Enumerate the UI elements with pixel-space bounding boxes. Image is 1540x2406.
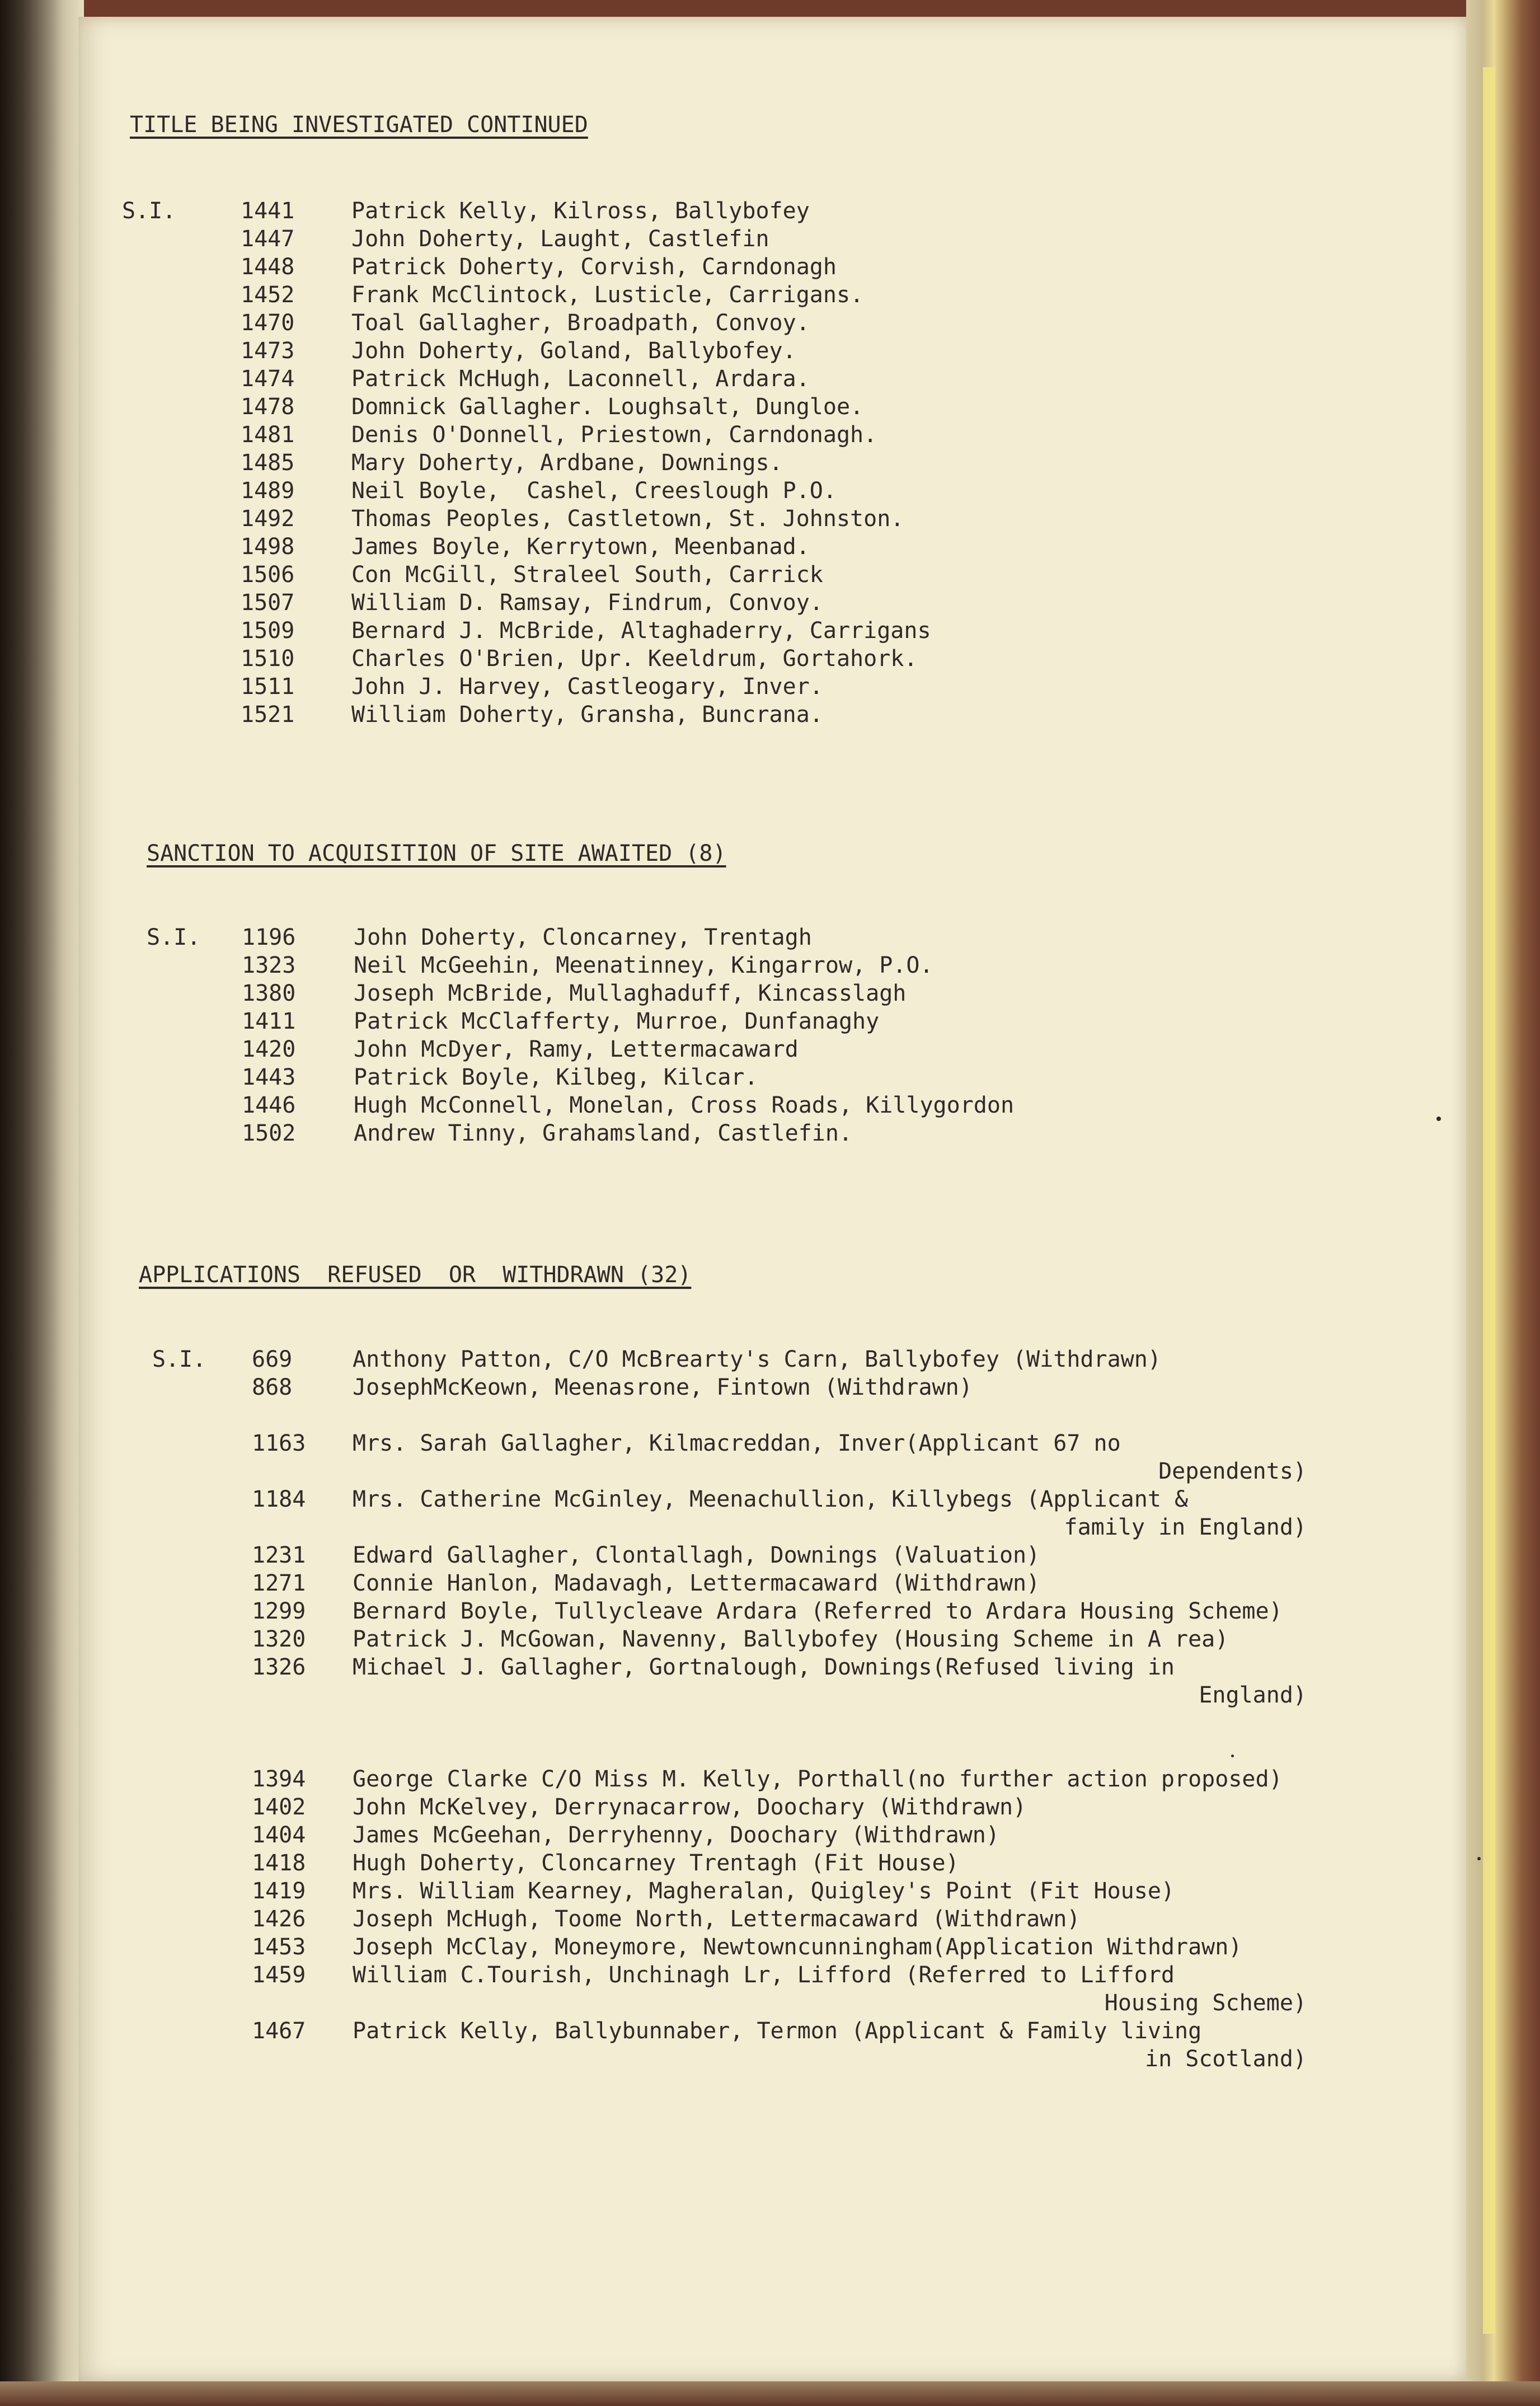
section-heading-sanction-awaited: SANCTION TO ACQUISITION OF SITE AWAITED (8): [147, 841, 726, 866]
si-number: 1498: [241, 534, 295, 560]
si-number: 1420: [242, 1036, 296, 1062]
applicant-entry: Joseph McHugh, Toome North, Lettermacaward (Withdrawn): [353, 1906, 1081, 1932]
applicant-entry: Bernard Boyle, Tullycleave Ardara (Referred to Ardara Housing Scheme): [353, 1598, 1283, 1624]
si-number: 1521: [241, 702, 295, 728]
applicant-entry: Hugh McConnell, Monelan, Cross Roads, Killygordon: [354, 1092, 1015, 1118]
si-number: 1509: [241, 618, 295, 644]
page-edges-bottom: [0, 2381, 1540, 2406]
si-number: 1411: [242, 1009, 296, 1034]
applicant-entry: John Doherty, Goland, Ballybofey.: [351, 338, 796, 364]
page-edges-right: [1466, 0, 1540, 2406]
si-number: 1511: [241, 674, 295, 700]
applicant-entry: John Doherty, Cloncarney, Trentagh: [354, 925, 812, 950]
applicant-entry: William Doherty, Gransha, Buncrana.: [351, 702, 823, 728]
si-number: 1446: [242, 1092, 296, 1118]
applicant-entry: Domnick Gallagher. Loughsalt, Dungloe.: [351, 394, 864, 420]
applicant-entry: Neil McGeehin, Meenatinney, Kingarrow, P.O.: [354, 953, 933, 978]
applicant-entry: Patrick Kelly, Kilross, Ballybofey: [351, 198, 810, 224]
applicant-entry: George Clarke C/O Miss M. Kelly, Porthall(no further action proposed): [353, 1766, 1283, 1792]
si-number: 1404: [252, 1822, 306, 1848]
si-number: 1299: [252, 1598, 306, 1624]
si-number: 1323: [242, 953, 296, 978]
ink-speck: [1231, 1755, 1234, 1757]
si-number: 1510: [241, 646, 295, 672]
left-page-shadow: [0, 0, 84, 2406]
entry-continuation: in Scotland): [1145, 2046, 1307, 2072]
applicant-entry: Patrick McHugh, Laconnell, Ardara.: [351, 366, 810, 392]
section-heading-refused-withdrawn: APPLICATIONS REFUSED OR WITHDRAWN (32): [139, 1262, 692, 1288]
yellow-page-tab: [1483, 67, 1495, 2334]
applicant-entry: Patrick Kelly, Ballybunnaber, Termon (Applicant & Family living: [353, 2018, 1202, 2044]
si-number: 1441: [241, 198, 295, 224]
si-label: S.I.: [152, 1347, 206, 1372]
entry-continuation: England): [1199, 1682, 1307, 1708]
si-number: 1380: [242, 981, 296, 1006]
si-number: 669: [252, 1347, 293, 1372]
applicant-entry: James Boyle, Kerrytown, Meenbanad.: [351, 534, 810, 560]
si-number: 1492: [241, 506, 295, 532]
applicant-entry: Denis O'Donnell, Priestown, Carndonagh.: [351, 422, 877, 448]
applicant-entry: Connie Hanlon, Madavagh, Lettermacaward (Withdrawn): [353, 1570, 1040, 1596]
applicant-entry: John J. Harvey, Castleogary, Inver.: [351, 674, 823, 700]
si-number: 1489: [241, 478, 295, 504]
si-number: 1419: [252, 1878, 306, 1904]
si-number: 1453: [252, 1934, 306, 1960]
si-number: 1271: [252, 1570, 306, 1596]
si-number: 1231: [252, 1542, 306, 1568]
applicant-entry: Joseph McClay, Moneymore, Newtowncunningham(Application Withdrawn): [353, 1934, 1242, 1960]
si-number: 1452: [241, 282, 295, 308]
applicant-entry: Mary Doherty, Ardbane, Downings.: [351, 450, 783, 476]
si-number: 1184: [252, 1486, 306, 1512]
applicant-entry: Hugh Doherty, Cloncarney Trentagh (Fit House): [353, 1850, 959, 1876]
applicant-entry: Frank McClintock, Lusticle, Carrigans.: [351, 282, 864, 308]
si-number: 1163: [252, 1431, 306, 1456]
si-number: 1467: [252, 2018, 306, 2044]
applicant-entry: Toal Gallagher, Broadpath, Convoy.: [351, 310, 810, 336]
applicant-entry: James McGeehan, Derryhenny, Doochary (Withdrawn): [353, 1822, 999, 1848]
applicant-entry: Mrs. Sarah Gallagher, Kilmacreddan, Inver(Applicant 67 no: [353, 1431, 1121, 1456]
applicant-entry: Charles O'Brien, Upr. Keeldrum, Gortahork.: [351, 646, 918, 672]
applicant-entry: Patrick Boyle, Kilbeg, Kilcar.: [354, 1064, 758, 1090]
si-number: 1470: [241, 310, 295, 336]
si-number: 1402: [252, 1794, 306, 1820]
si-label: S.I.: [122, 198, 176, 224]
si-number: 1473: [241, 338, 295, 364]
si-number: 1326: [252, 1654, 306, 1680]
si-number: 1448: [241, 254, 295, 280]
si-number: 1485: [241, 450, 295, 476]
si-number: 1506: [241, 562, 295, 588]
si-label: S.I.: [147, 925, 201, 950]
si-number: 1418: [252, 1850, 306, 1876]
si-number: 1478: [241, 394, 295, 420]
applicant-entry: John Doherty, Laught, Castlefin: [351, 226, 769, 252]
applicant-entry: John McKelvey, Derrynacarrow, Doochary (Withdrawn): [353, 1794, 1027, 1820]
applicant-entry: Joseph McBride, Mullaghaduff, Kincasslagh: [354, 981, 907, 1006]
applicant-entry: Patrick J. McGowan, Navenny, Ballybofey (Housing Scheme in A rea): [353, 1626, 1229, 1652]
si-number: 1507: [241, 590, 295, 616]
si-number: 1447: [241, 226, 295, 252]
applicant-entry: Thomas Peoples, Castletown, St. Johnston.: [351, 506, 904, 532]
applicant-entry: Neil Boyle, Cashel, Creeslough P.O.: [351, 478, 837, 504]
si-number: 1459: [252, 1962, 306, 1988]
entry-continuation: family in England): [1064, 1514, 1307, 1540]
entry-continuation: Dependents): [1158, 1458, 1307, 1484]
si-number: 1394: [252, 1766, 306, 1792]
applicant-entry: Con McGill, Straleel South, Carrick: [351, 562, 823, 588]
si-number: 1196: [242, 925, 296, 950]
applicant-entry: John McDyer, Ramy, Lettermacaward: [354, 1036, 799, 1062]
applicant-entry: Bernard J. McBride, Altaghaderry, Carrigans: [351, 618, 931, 644]
applicant-entry: Mrs. William Kearney, Magheralan, Quigley's Point (Fit House): [353, 1878, 1175, 1904]
section-heading-title-investigated: TITLE BEING INVESTIGATED CONTINUED: [130, 112, 588, 138]
applicant-entry: William C.Tourish, Unchinagh Lr, Lifford (Referred to Lifford: [353, 1962, 1175, 1988]
applicant-entry: Michael J. Gallagher, Gortnalough, Downings(Refused living in: [353, 1654, 1175, 1680]
si-number: 1502: [242, 1120, 296, 1146]
entry-continuation: Housing Scheme): [1104, 1990, 1307, 2016]
si-number: 868: [252, 1375, 293, 1400]
applicant-entry: Anthony Patton, C/O McBrearty's Carn, Ballybofey (Withdrawn): [353, 1347, 1161, 1372]
ink-speck: [1436, 1117, 1441, 1121]
si-number: 1481: [241, 422, 295, 448]
si-number: 1426: [252, 1906, 306, 1932]
applicant-entry: Edward Gallagher, Clontallagh, Downings (Valuation): [353, 1542, 1040, 1568]
si-number: 1443: [242, 1064, 296, 1090]
applicant-entry: Patrick McClafferty, Murroe, Dunfanaghy: [354, 1009, 880, 1034]
applicant-entry: Patrick Doherty, Corvish, Carndonagh: [351, 254, 837, 280]
si-number: 1474: [241, 366, 295, 392]
si-number: 1320: [252, 1626, 306, 1652]
applicant-entry: JosephMcKeown, Meenasrone, Fintown (Withdrawn): [353, 1375, 973, 1400]
applicant-entry: Mrs. Catherine McGinley, Meenachullion, Killybegs (Applicant &: [353, 1486, 1189, 1512]
ink-speck: [1477, 1857, 1481, 1860]
applicant-entry: William D. Ramsay, Findrum, Convoy.: [351, 590, 823, 616]
applicant-entry: Andrew Tinny, Grahamsland, Castlefin.: [354, 1120, 853, 1146]
